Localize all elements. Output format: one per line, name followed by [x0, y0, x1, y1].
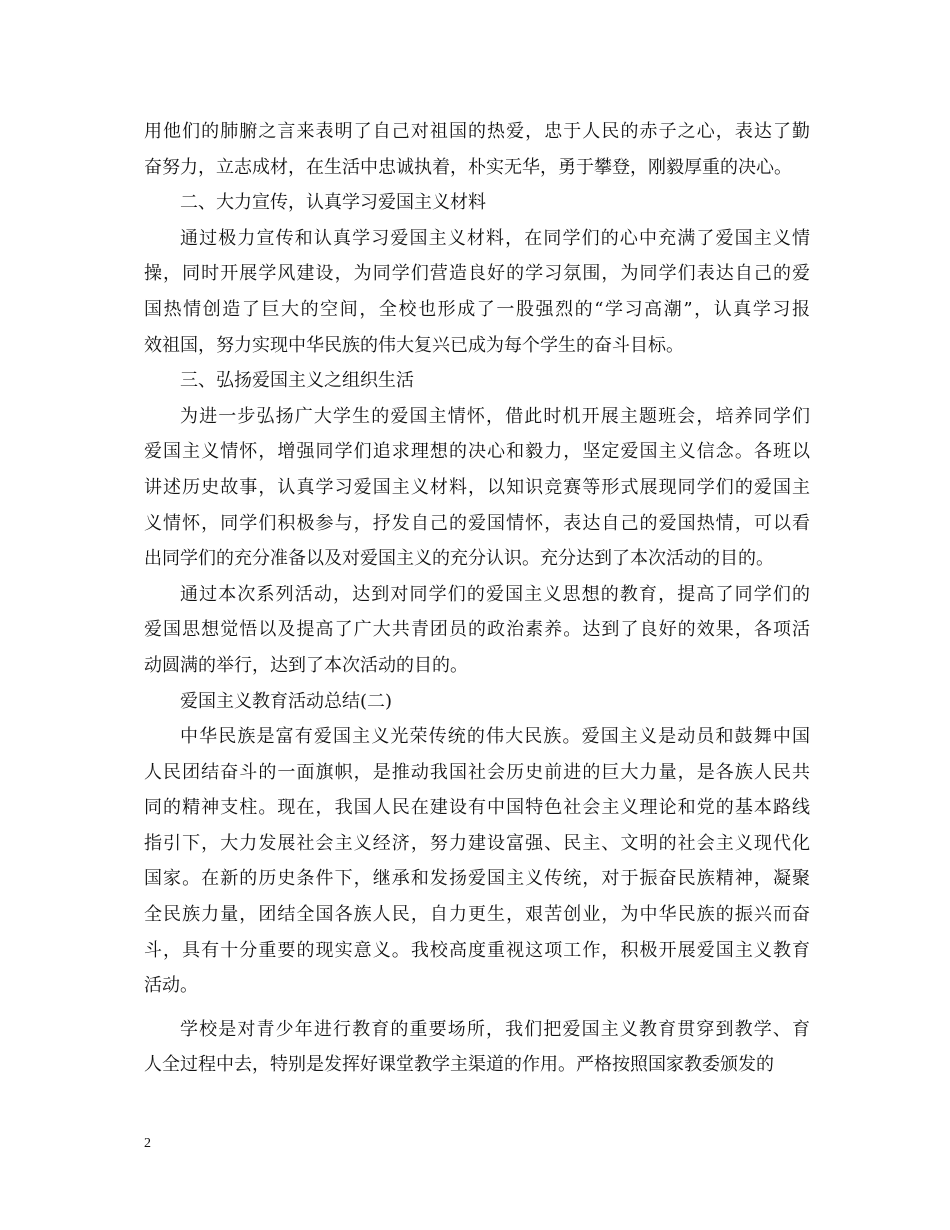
text-line: 讲述历史故事，认真学习爱国主义材料，以知识竞赛等形式展现同学们的爱国主	[144, 476, 810, 498]
text-line: 活动。	[144, 975, 198, 997]
text-line: 效祖国，努力实现中华民族的伟大复兴已成为每个学生的奋斗目标。	[144, 334, 684, 356]
text-line: 三、弘扬爱国主义之组织生活	[180, 370, 414, 392]
text-line: 人民团结奋斗的一面旗帜，是推动我国社会历史前进的巨大力量，是各族人民共	[144, 761, 810, 783]
text-line: 指引下，大力发展社会主义经济，努力建设富强、民主、文明的社会主义现代化	[144, 832, 810, 854]
text-line: 爱国思想觉悟以及提高了广大共青团员的政治素养。达到了良好的效果，各项活	[144, 619, 810, 641]
text-line: 出同学们的充分准备以及对爱国主义的充分认识。充分达到了本次活动的目的。	[144, 548, 774, 570]
text-line: 同的精神支柱。现在，我国人民在建设有中国特色社会主义理论和党的基本路线	[144, 797, 810, 819]
text-line: 义情怀，同学们积极参与，抒发自己的爱国情怀，表达自己的爱国热情，可以看	[144, 512, 810, 534]
text-line: 国家。在新的历史条件下，继承和发扬爱国主义传统，对于振奋民族精神，凝聚	[144, 868, 810, 890]
text-line: 全民族力量，团结全国各族人民，自力更生，艰苦创业，为中华民族的振兴而奋	[144, 904, 810, 926]
text-line: 爱国主义教育活动总结(二)	[180, 690, 393, 712]
section-heading	[144, 363, 810, 399]
text-line: 中华民族是富有爱国主义光荣传统的伟大民族。爱国主义是动员和鼓舞中国	[180, 726, 810, 748]
section-heading	[144, 684, 810, 720]
paragraph	[144, 114, 810, 185]
text-line: 奋努力，立志成材，在生活中忠诚执着，朴实无华，勇于攀登，刚毅厚重的决心。	[144, 156, 792, 178]
text-line: 动圆满的举行，达到了本次活动的目的。	[144, 654, 468, 676]
document-body	[144, 114, 810, 1083]
paragraph	[144, 399, 810, 577]
page-number: 2	[144, 1136, 151, 1151]
text-line: 学校是对青少年进行教育的重要场所，我们把爱国主义教育贯穿到教学、育	[180, 1018, 810, 1040]
paragraph	[144, 719, 810, 1004]
paragraph	[144, 221, 810, 363]
text-line: 通过本次系列活动，达到对同学们的爱国主义思想的教育，提高了同学们的	[180, 583, 810, 605]
paragraph-gap	[144, 1004, 810, 1012]
text-line: 用他们的肺腑之言来表明了自己对祖国的热爱，忠于人民的赤子之心，表达了勤	[144, 121, 810, 142]
text-line: 人全过程中去，特别是发挥好课堂教学主渠道的作用。严格按照国家教委颁发的	[144, 1054, 774, 1076]
text-line: 爱国主义情怀，增强同学们追求理想的决心和毅力，坚定爱国主义信念。各班以	[144, 441, 810, 463]
text-line: 斗，具有十分重要的现实意义。我校高度重视这项工作，积极开展爱国主义教育	[144, 939, 810, 961]
text-line: 二、大力宣传，认真学习爱国主义材料	[180, 192, 486, 214]
text-line: 操，同时开展学风建设，为同学们营造良好的学习氛围，为同学们表达自己的爱	[144, 263, 810, 285]
paragraph	[144, 577, 810, 684]
text-line: 为进一步弘扬广大学生的爱国主情怀，借此时机开展主题班会，培养同学们	[180, 405, 810, 427]
section-heading	[144, 185, 810, 221]
paragraph	[144, 1012, 810, 1083]
text-line: 国热情创造了巨大的空间，全校也形成了一股强烈的“学习高潮”，认真学习报	[144, 298, 810, 320]
text-line: 通过极力宣传和认真学习爱国主义材料，在同学们的心中充满了爱国主义情	[180, 227, 810, 249]
